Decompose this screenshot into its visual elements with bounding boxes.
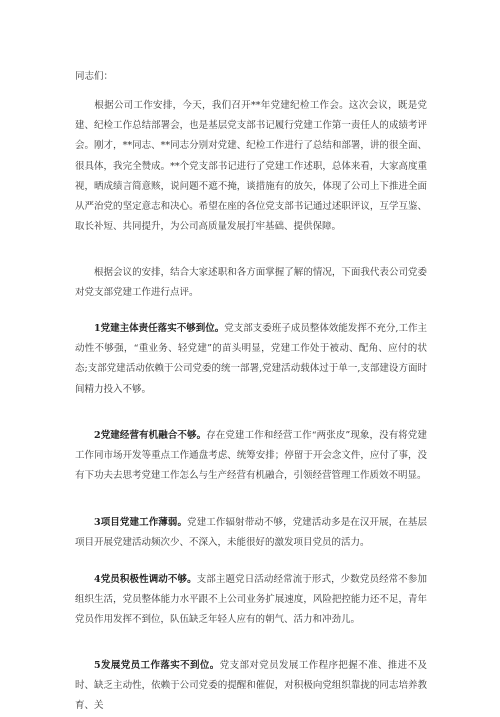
review-intro-paragraph	[75, 263, 427, 303]
paragraph-text: 根据会议的安排，结合大家述职和各方面掌握了解的情况，下面我代表公司党委对党支部党建工作进行点评。	[75, 267, 427, 299]
point-1-paragraph	[75, 319, 427, 400]
paragraph-text: 党支部对党员发展工作程序把握不准、推进不及时、缺乏主动性，依赖于公司党委的提醒和催促，对积极向党组织靠拢的同志培养教育、关	[75, 660, 427, 712]
point-5-paragraph	[75, 656, 427, 717]
intro-paragraph	[75, 96, 427, 237]
paragraph-text: 支部主题党日活动经常流于形式，少数党员经常不参加组织生活，党员整体能力水平跟不上公司业务扩展速度，风险把控能力还不足，青年党员作用发挥不到位，队伍缺乏年轻人应有的朝气、活力和冲劲儿。	[75, 574, 427, 626]
point-heading: 5发展党员工作落实不到位。	[94, 660, 220, 671]
point-heading: 2党建经营有机融合不够。	[94, 430, 207, 441]
point-heading: 4党员积极性调动不够。	[94, 574, 197, 585]
point-2-paragraph	[75, 426, 427, 487]
point-heading: 1党建主体责任落实不够到位。	[94, 323, 225, 334]
paragraph-text: 存在党建工作和经营工作“两张皮”现象，没有将党建工作同市场开发等重点工作通盘考虑、统筹安排；停留于开会念文件，应付了事，没有下功夫去思考党建工作怎么与生产经营有机融合，引领经营管理工作质效不明显。	[75, 430, 427, 482]
paragraph-text: 党建工作辐射带动不够，党建活动多是在汉开展，在基层项目开展党建活动频次少、不深入，未能很好的激发项目党员的活力。	[75, 517, 427, 549]
point-4-paragraph	[75, 570, 427, 631]
greeting: 同志们：	[75, 71, 114, 82]
point-3-paragraph	[75, 513, 427, 553]
paragraph-text: 根据公司工作安排，今天，我们召开**年党建纪检工作会。这次会议，既是党建、纪检工作总结部署会，也是基层党支部书记履行党建工作第一责任人的成绩考评会。刚才，**同志、**同志分别对党建、纪检工作进行了总结和部署，讲的很全面、很具体，我完全赞成。**个党支部书记进行了党建工作述职，总体来看，大家高度重视，晒成绩言简意赅，说问题不遮不掩，谈措施有的放矢，体现了公司上下推进全面从严治党的坚定意志和决心。希望在座的各位党支部书记通过述职评议，互学互鉴、取长补短、共同提升，为公司高质量发展打牢基础、提供保障。	[75, 100, 427, 233]
paragraph-text: 党支部支委班子成员整体效能发挥不充分,工作主动性不够强，“重业务、轻党建”的苗头明显，党建工作处于被动、配角、应付的状态;支部党建活动依赖于公司党委的统一部署,党建活动载体过于单一,支部建设方面时间精力投入不够。	[75, 323, 427, 395]
point-heading: 3项目党建工作薄弱。	[94, 517, 188, 528]
